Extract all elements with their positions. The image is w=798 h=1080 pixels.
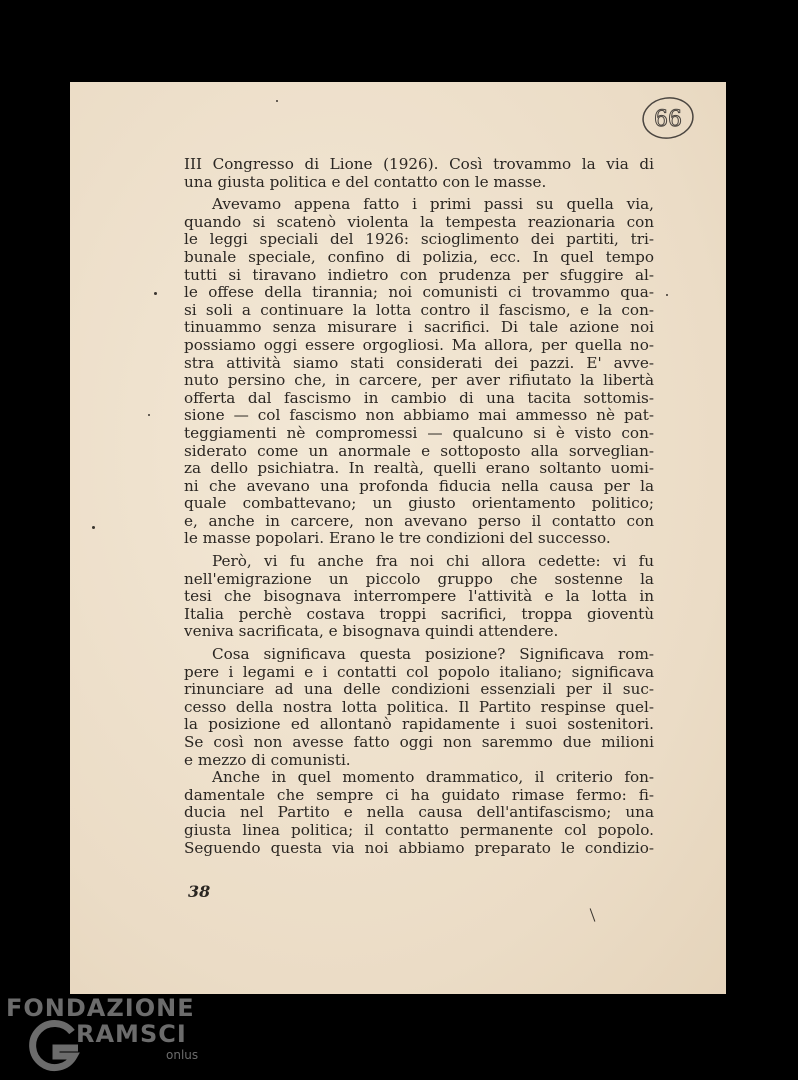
text-line: ducia nel Partito e nella causa dell'antifascismo; una	[184, 804, 654, 822]
text-line: tutti si tiravano indietro con prudenza per sfuggire al-	[184, 266, 654, 284]
paper-speck	[92, 526, 95, 529]
text-line: le masse popolari. Erano le tre condizioni del successo.	[184, 530, 611, 548]
logo-g-icon	[26, 1020, 82, 1072]
logo-text-fondazione: FONDAZIONE	[6, 994, 195, 1022]
text-line: quando si scatenò violenta la tempesta reazionaria con	[184, 213, 654, 231]
text-line: Se così non avesse fatto oggi non saremmo due milioni	[184, 734, 654, 751]
text-line: e, anche in carcere, non avevano perso il contatto con	[184, 512, 654, 530]
text-line: offerta dal fascismo in cambio di una tacita sottomis-	[184, 389, 654, 407]
paper-speck	[666, 294, 668, 296]
text-line: le leggi speciali del 1926: scioglimento dei partiti, tri-	[184, 231, 654, 249]
text-line: si soli a continuare la lotta contro il fascismo, e la con-	[184, 301, 654, 319]
text-line: le offese della tirannia; noi comunisti ci trovammo qua-	[184, 284, 654, 302]
fondazione-gramsci-logo	[6, 994, 199, 1074]
text-line: Avevamo appena fatto i primi passi su quella via,	[212, 196, 654, 214]
text-line: Anche in quel momento drammatico, il criterio fon-	[212, 769, 654, 787]
text-line: za dello psichiatra. In realtà, quelli erano soltanto uomi-	[184, 460, 654, 478]
paper-speck	[154, 292, 157, 295]
text-line: Italia perchè costava troppi sacrifici, troppa gioventù	[184, 605, 654, 623]
body-text	[184, 156, 654, 857]
logo-text-gramsci: RAMSCI	[76, 1020, 187, 1048]
text-line: una giusta politica e del contatto con le masse.	[184, 173, 547, 191]
paper-speck	[590, 908, 596, 921]
paper-speck	[276, 100, 278, 102]
text-line: stra attività siamo stati considerati dei pazzi. E' avve-	[184, 354, 654, 372]
text-line: Seguendo questa via noi abbiamo preparato le condizio-	[184, 839, 654, 857]
text-line: damentale che sempre ci ha guidato rimase fermo: fi-	[184, 786, 654, 804]
text-line: rinunciare ad una delle condizioni essenziali per il suc-	[184, 681, 654, 699]
text-line: veniva sacrificata, e bisognava quindi attendere.	[184, 623, 559, 641]
text-line: ni che avevano una profonda fiducia nella causa per la	[184, 477, 654, 495]
text-line: nell'emigrazione un piccolo gruppo che sostenne la	[184, 570, 654, 588]
text-line: Però, vi fu anche fra noi chi allora cedette: vi fu	[212, 553, 654, 571]
text-line: la posizione ed allontanò rapidamente i suoi sostenitori.	[184, 716, 654, 734]
text-line: teggiamenti nè compromessi — qualcuno si è visto con-	[184, 424, 654, 442]
page-number: 38	[188, 882, 211, 901]
text-line: III Congresso di Lione (1926). Così trovammo la via di	[184, 156, 654, 173]
stamp-number: 66	[654, 107, 682, 132]
text-line: Cosa significava questa posizione? Significava rom-	[212, 646, 654, 664]
text-line: tesi che bisognava interrompere l'attività e la lotta in	[184, 588, 654, 606]
text-line: giusta linea politica; il contatto permanente col popolo.	[184, 821, 654, 839]
text-line: e mezzo di comunisti.	[184, 751, 351, 769]
text-line: bunale speciale, confino di polizia, ecc. In quel tempo	[184, 248, 654, 266]
text-line: sione — col fascismo non abbiamo mai ammesso nè pat-	[184, 407, 654, 425]
logo-text-onlus: onlus	[166, 1048, 199, 1062]
text-line: possiamo oggi essere orgogliosi. Ma allora, per quella no-	[184, 336, 654, 354]
document-page	[70, 82, 726, 994]
page-stamp	[640, 94, 696, 142]
text-line: quale combattevano; un giusto orientamento politico;	[184, 495, 654, 513]
text-line: siderato come un anormale e sottoposto alla sorveglian-	[184, 442, 654, 460]
text-line: nuto persino che, in carcere, per aver rifiutato la libertà	[184, 372, 654, 390]
text-line: pere i legami e i contatti col popolo italiano; significava	[184, 663, 654, 681]
text-line: tinuammo senza misurare i sacrifici. Di tale azione noi	[184, 319, 654, 337]
paper-speck	[148, 414, 150, 416]
text-line: cesso della nostra lotta politica. Il Partito respinse quel-	[184, 698, 654, 716]
